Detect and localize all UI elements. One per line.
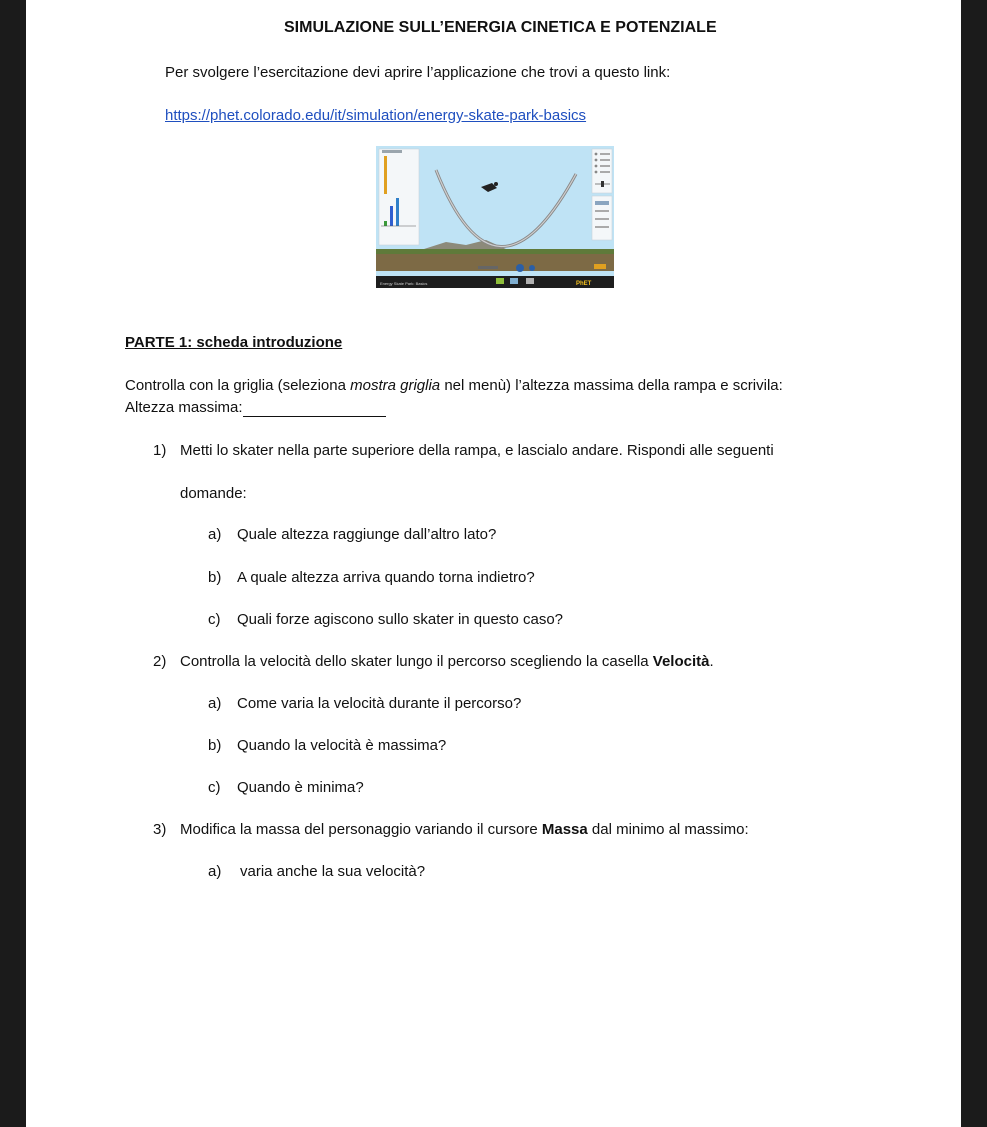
simulation-screenshot-image <box>376 146 614 288</box>
max-height-label: Altezza massima: <box>125 399 243 416</box>
q1a-text: Quale altezza raggiunge dall’altro lato? <box>237 526 497 543</box>
grid-instruction-before: Controlla con la griglia (seleziona <box>125 377 351 394</box>
q1a-letter: a) <box>208 526 222 543</box>
q3-text-before: Modifica la massa del personaggio variando il cursore <box>180 821 542 838</box>
phet-logo: PhET <box>576 281 592 287</box>
q2-text-after: . <box>709 653 714 670</box>
grid-instruction-after: nel menù) l’altezza massima della rampa e scrivila: <box>440 377 783 394</box>
q2a-letter: a) <box>208 695 222 712</box>
intro-text: Per svolgere l’esercitazione devi aprire l’applicazione che trovi a questo link: <box>165 64 671 81</box>
q3-text-after: dal minimo al massimo: <box>587 821 749 838</box>
q1c-text: Quali forze agiscono sullo skater in questo caso? <box>237 611 564 628</box>
q1b-text: A quale altezza arriva quando torna indietro? <box>237 569 535 586</box>
q2-text <box>180 653 714 670</box>
q3-text <box>180 821 749 838</box>
q2c-text: Quando è minima? <box>237 779 364 796</box>
simulation-link[interactable]: https://phet.colorado.edu/it/simulation/energy-skate-park-basics <box>165 107 587 124</box>
max-height-line <box>125 399 386 417</box>
q3-text-bold: Massa <box>541 821 588 838</box>
q2a-text: Come varia la velocità durante il percorso? <box>237 695 522 712</box>
document-title: SIMULAZIONE SULL’ENERGIA CINETICA E POTENZIALE <box>284 19 717 36</box>
q3a-letter: a) <box>208 863 222 880</box>
q1-number: 1) <box>153 442 167 459</box>
q2b-text: Quando la velocità è massima? <box>237 737 447 754</box>
q3-number: 3) <box>153 821 167 838</box>
q1b-letter: b) <box>208 569 222 586</box>
q2-text-bold: Velocità <box>652 653 710 670</box>
q2c-letter: c) <box>208 779 221 796</box>
grid-instruction <box>125 377 783 395</box>
document-page <box>26 0 961 1127</box>
q3a-text: varia anche la sua velocità? <box>240 863 426 880</box>
q1-text: Metti lo skater nella parte superiore della rampa, e lascialo andare. Rispondi alle seguenti <box>180 442 774 459</box>
simulation-screenshot <box>376 146 614 288</box>
sim-footer-text: Energy Skate Park: Basics <box>380 281 428 286</box>
grid-instruction-italic: mostra griglia <box>350 377 441 394</box>
q1c-letter: c) <box>208 611 221 628</box>
q2b-letter: b) <box>208 737 222 754</box>
max-height-blank[interactable] <box>243 402 386 417</box>
q1-text-continued: domande: <box>180 485 247 502</box>
q2-number: 2) <box>153 653 167 670</box>
part1-heading: PARTE 1: scheda introduzione <box>125 334 343 351</box>
q2-text-before: Controlla la velocità dello skater lungo il percorso scegliendo la casella <box>180 653 653 670</box>
